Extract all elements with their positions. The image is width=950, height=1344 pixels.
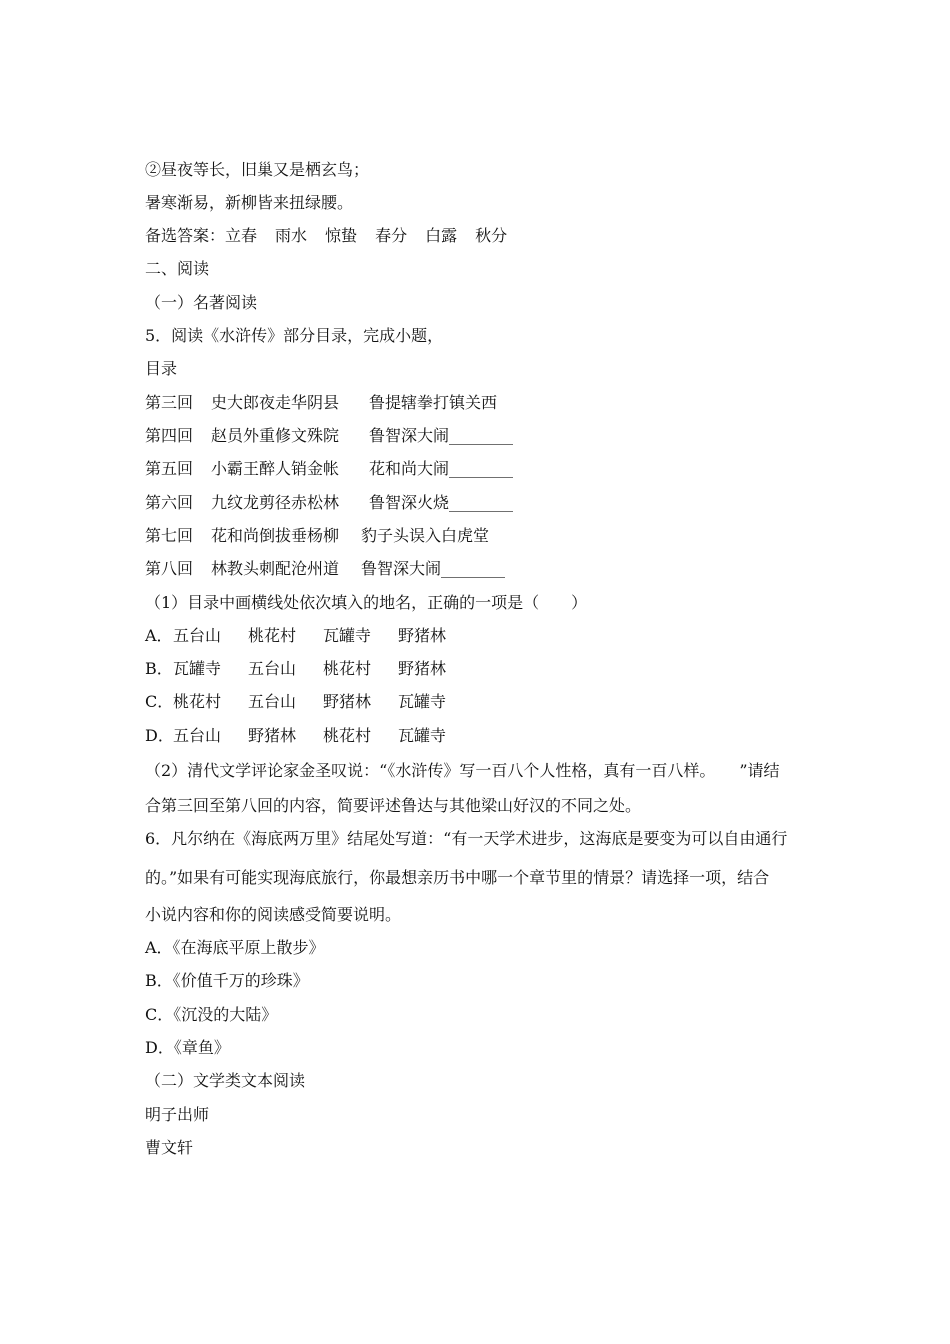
option-item: 桃花村 bbox=[323, 659, 372, 678]
option-item: 野猪林 bbox=[398, 626, 447, 645]
question-5-1: （1）目录中画横线处依次填入的地名，正确的一项是（ ） bbox=[145, 593, 588, 612]
option-letter: C． bbox=[145, 692, 174, 711]
option-item: 桃花村 bbox=[248, 626, 297, 645]
candidate-item: 立春 bbox=[225, 226, 258, 245]
article-author: 曹文轩 bbox=[145, 1138, 194, 1157]
toc-row bbox=[145, 458, 513, 480]
question-5-2-line-2: 合第三回至第八回的内容，简要评述鲁达与其他梁山好汉的不同之处。 bbox=[145, 796, 642, 815]
toc-row bbox=[145, 525, 489, 547]
option-item: 野猪林 bbox=[323, 692, 372, 711]
option-row bbox=[145, 625, 473, 647]
toc-chapter-title-a: 史大郎夜走华阴县 bbox=[211, 393, 340, 412]
question-6-line-1: 6．凡尔纳在《海底两万里》结尾处写道：“有一天学术进步，这海底是要变为可以自由通行 bbox=[145, 829, 788, 848]
option-item: 瓦罐寺 bbox=[173, 659, 222, 678]
option-item: 野猪林 bbox=[398, 659, 447, 678]
candidate-item: 春分 bbox=[375, 226, 408, 245]
toc-row bbox=[145, 425, 513, 447]
candidate-item: 惊蛰 bbox=[325, 226, 358, 245]
question-6-option-a: A．《在海底平原上散步》 bbox=[145, 938, 325, 957]
article-title: 明子出师 bbox=[145, 1105, 210, 1124]
toc-chapter-number: 第七回 bbox=[145, 526, 194, 545]
option-item: 五台山 bbox=[248, 659, 297, 678]
toc-chapter-title-b: 鲁智深火烧________ bbox=[369, 493, 514, 512]
option-item: 野猪林 bbox=[248, 726, 297, 745]
toc-chapter-number: 第六回 bbox=[145, 493, 194, 512]
subsection-heading: （二）文学类文本阅读 bbox=[145, 1071, 306, 1090]
toc-chapter-title-b: 鲁智深大闹________ bbox=[361, 559, 506, 578]
toc-chapter-number: 第四回 bbox=[145, 426, 194, 445]
toc-chapter-title-a: 花和尚倒拔垂杨柳 bbox=[211, 526, 340, 545]
option-row bbox=[145, 691, 473, 713]
option-letter: D． bbox=[145, 726, 174, 745]
option-item: 五台山 bbox=[248, 692, 297, 711]
poem-line-2: 暑寒渐易，新柳皆来扭绿腰。 bbox=[145, 193, 354, 212]
candidates-label: 备选答案： bbox=[145, 226, 226, 245]
question-5-2-line-1: （2）清代文学评论家金圣叹说：“《水浒传》写一百八个人性格，真有一百八样。 ”请结 bbox=[145, 761, 780, 780]
toc-chapter-number: 第八回 bbox=[145, 559, 194, 578]
toc-chapter-number: 第三回 bbox=[145, 393, 194, 412]
option-item: 瓦罐寺 bbox=[323, 626, 372, 645]
toc-row bbox=[145, 558, 505, 580]
option-item: 五台山 bbox=[173, 726, 222, 745]
question-6-option-d: D．《章鱼》 bbox=[145, 1038, 230, 1057]
toc-chapter-title-b: 鲁提辖拳打镇关西 bbox=[369, 393, 498, 412]
option-item: 桃花村 bbox=[173, 692, 222, 711]
toc-chapter-title-b: 花和尚大闹________ bbox=[369, 459, 514, 478]
toc-chapter-title-a: 赵员外重修文殊院 bbox=[211, 426, 340, 445]
subsection-heading: （一）名著阅读 bbox=[145, 293, 258, 312]
toc-row bbox=[145, 492, 513, 514]
question-6-option-b: B．《价值千万的珍珠》 bbox=[145, 971, 309, 990]
question-6-line-3: 小说内容和你的阅读感受简要说明。 bbox=[145, 905, 402, 924]
question-6-option-c: C．《沉没的大陆》 bbox=[145, 1005, 278, 1024]
option-item: 桃花村 bbox=[323, 726, 372, 745]
question-6-line-2: 的。”如果有可能实现海底旅行，你最想亲历书中哪一个章节里的情景？请选择一项，结合 bbox=[145, 868, 770, 887]
option-row bbox=[145, 658, 473, 680]
candidate-item: 秋分 bbox=[475, 226, 508, 245]
section-heading: 二、阅读 bbox=[145, 259, 210, 278]
toc-chapter-title-b: 鲁智深大闹________ bbox=[369, 426, 514, 445]
toc-chapter-title-a: 小霸王醉人销金帐 bbox=[211, 459, 340, 478]
option-letter: A． bbox=[145, 626, 173, 645]
candidate-answers bbox=[145, 225, 507, 247]
option-letter: B． bbox=[145, 659, 173, 678]
toc-chapter-number: 第五回 bbox=[145, 459, 194, 478]
question-5-intro: 5．阅读《水浒传》部分目录，完成小题， bbox=[145, 326, 444, 345]
toc-chapter-title-a: 九纹龙剪径赤松林 bbox=[211, 493, 340, 512]
option-item: 五台山 bbox=[173, 626, 222, 645]
toc-chapter-title-a: 林教头刺配沧州道 bbox=[211, 559, 340, 578]
toc-chapter-title-b: 豹子头误入白虎堂 bbox=[361, 526, 490, 545]
candidate-item: 雨水 bbox=[275, 226, 308, 245]
candidate-item: 白露 bbox=[425, 226, 458, 245]
option-row bbox=[145, 725, 473, 747]
toc-title: 目录 bbox=[145, 359, 178, 378]
option-item: 瓦罐寺 bbox=[398, 726, 447, 745]
option-item: 瓦罐寺 bbox=[398, 692, 447, 711]
poem-line-1: ②昼夜等长，旧巢又是栖玄鸟； bbox=[145, 160, 370, 179]
toc-row bbox=[145, 392, 497, 414]
